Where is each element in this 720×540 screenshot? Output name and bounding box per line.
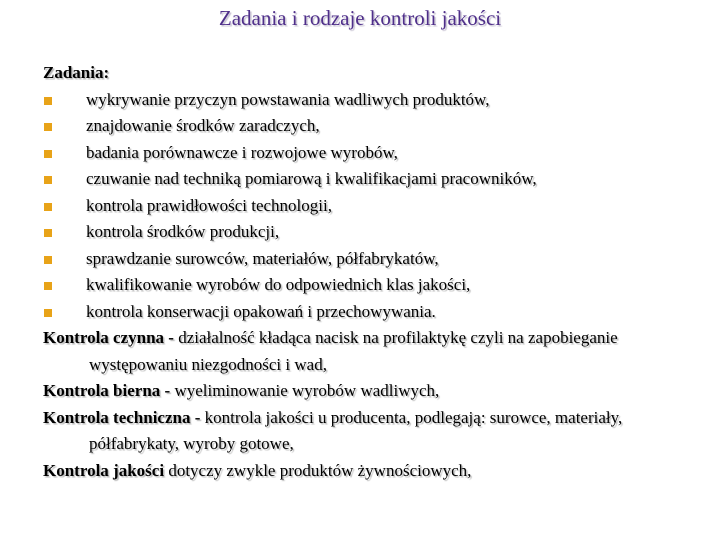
list-item <box>43 87 708 114</box>
definition-active-control <box>43 325 708 378</box>
list-item-text: kontrola środków produkcji, <box>86 222 280 241</box>
definition-technical-control <box>43 405 708 458</box>
definition-passive-control <box>43 378 708 405</box>
list-item-text: czuwanie nad techniką pomiarową i kwalifikacjami pracowników, <box>86 169 537 188</box>
list-item <box>43 219 708 246</box>
list-item <box>43 113 708 140</box>
list-item <box>43 193 708 220</box>
square-bullet-icon <box>44 97 52 105</box>
list-item-text: kwalifikowanie wyrobów do odpowiednich klas jakości, <box>86 275 471 294</box>
list-item-text: sprawdzanie surowców, materiałów, półfabrykatów, <box>86 248 439 268</box>
definition-text: działalność kładąca nacisk na profilaktykę czyli na zapobieganie występowaniu niezgodności i wad, <box>89 328 618 374</box>
square-bullet-icon <box>44 256 52 264</box>
definition-term: Kontrola czynna - <box>43 328 174 347</box>
list-item-text: badania porównawcze i rozwojowe wyrobów, <box>86 142 398 162</box>
list-item <box>43 140 708 167</box>
list-item <box>43 246 708 273</box>
square-bullet-icon <box>44 282 52 290</box>
list-item-text: wykrywanie przyczyn powstawania wadliwych produktów, <box>86 89 490 109</box>
square-bullet-icon <box>44 309 52 317</box>
definition-quality-control <box>43 458 708 485</box>
square-bullet-icon <box>44 203 52 211</box>
list-item <box>43 166 708 193</box>
tasks-heading: Zadania: <box>43 63 110 82</box>
definition-text: wyeliminowanie wyrobów wadliwych, <box>170 381 440 400</box>
list-item-text: kontrola konserwacji opakowań i przechowywania. <box>86 301 436 321</box>
list-item-text: znajdowanie środków zaradczych, <box>86 116 320 135</box>
slide-content <box>43 60 708 484</box>
square-bullet-icon <box>44 176 52 184</box>
list-item <box>43 272 708 299</box>
definition-text: kontrola jakości u producenta, podlegają: surowce, materiały, półfabrykaty, wyroby gotowe, <box>89 407 623 453</box>
page-title: Zadania i rodzaje kontroli jakości <box>218 6 502 30</box>
list-item-text: kontrola prawidłowości technologii, <box>86 195 332 215</box>
tasks-list <box>43 87 708 326</box>
definition-text: dotyczy zwykle produktów żywnościowych, <box>164 460 472 480</box>
square-bullet-icon <box>44 150 52 158</box>
definition-term: Kontrola jakości <box>43 460 165 480</box>
list-item <box>43 299 708 326</box>
definition-term: Kontrola techniczna - <box>43 407 201 427</box>
definition-term: Kontrola bierna - <box>43 381 171 400</box>
square-bullet-icon <box>44 123 52 131</box>
square-bullet-icon <box>44 229 52 237</box>
